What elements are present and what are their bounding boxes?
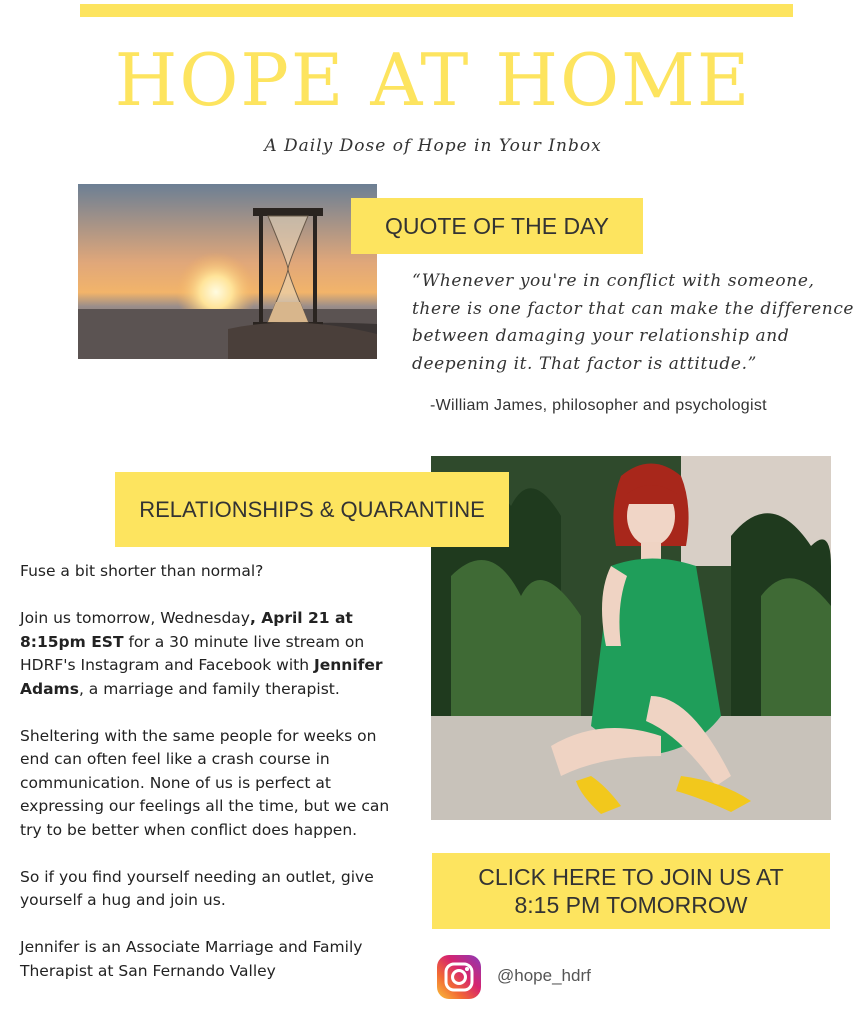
article-paragraph-1: Fuse a bit shorter than normal?	[20, 562, 264, 580]
article-paragraph-5: Jennifer is an Associate Marriage and Family Therapist at San Fernando Valley	[20, 938, 363, 980]
article-paragraph-2: Join us tomorrow, Wednesday, April 21 at 8:15pm EST for a 30 minute live stream on HDRF's Instagram and Facebook with Jennifer Adams, a marriage and family therapist.	[20, 609, 383, 698]
instagram-icon[interactable]	[437, 955, 481, 999]
hourglass-sunset-photo	[78, 184, 377, 359]
quote-text: “Whenever you're in conflict with someone, there is one factor that can make the difference between damaging your relationship and deepening it. That factor is attitude.”	[412, 271, 855, 374]
newsletter-title: HOPE AT HOME	[114, 38, 752, 122]
quote-attribution: -William James, philosopher and psychologist	[430, 397, 767, 414]
article-paragraph-4: So if you find yourself needing an outlet, give yourself a hug and join us.	[20, 867, 374, 909]
relationships-quarantine-heading: RELATIONSHIPS & QUARANTINE	[115, 472, 509, 547]
top-accent-bar	[80, 4, 793, 17]
join-livestream-button[interactable]	[432, 853, 830, 929]
cta-line-1: CLICK HERE TO JOIN US AT	[478, 864, 784, 890]
article-paragraph-3: Sheltering with the same people for weeks on end can often feel like a crash course in communication. None of us is perfect at expressing our feelings all the time, but we can try to be better when conflict does happen.	[20, 726, 390, 839]
newsletter-subtitle: A Daily Dose of Hope in Your Inbox	[264, 136, 602, 156]
cta-line-2: 8:15 PM TOMORROW	[514, 892, 748, 918]
instagram-handle[interactable]: @hope_hdrf	[497, 966, 591, 985]
article-body	[20, 560, 410, 1007]
quote-of-the-day-heading: QUOTE OF THE DAY	[351, 198, 643, 254]
